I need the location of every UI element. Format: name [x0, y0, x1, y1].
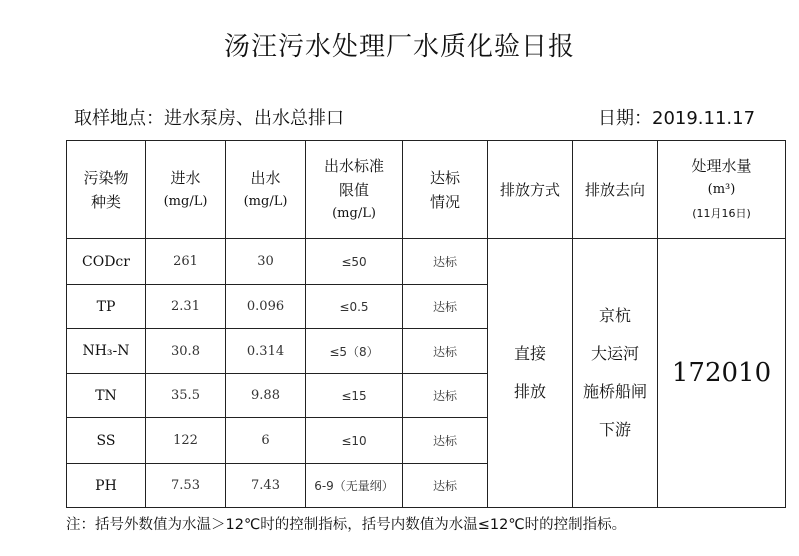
sampling-location: 取样地点：进水泵房、出水总排口: [74, 108, 344, 129]
effluent-cell: 6: [226, 418, 306, 464]
header-limit: 出水标准 限值 (mg/L): [306, 141, 403, 239]
limit-cell: ≤5（8）: [306, 329, 403, 374]
footnote: 注：括号外数值为水温＞12℃时的控制指标，括号内数值为水温≤12℃时的控制指标。: [66, 517, 627, 533]
influent-cell: 7.53: [146, 464, 226, 508]
influent-cell: 35.5: [146, 374, 226, 418]
pollutant-cell: TN: [67, 374, 146, 418]
header-influent: 进水 (mg/L): [146, 141, 226, 239]
header-discharge-method: 排放方式: [488, 141, 573, 239]
status-cell: 达标: [403, 239, 488, 285]
table-row: [67, 239, 786, 285]
header-discharge-destination: 排放去向: [573, 141, 658, 239]
treated-volume-cell: 172010: [658, 239, 786, 508]
status-cell: 达标: [403, 464, 488, 508]
limit-cell: ≤15: [306, 374, 403, 418]
limit-cell: 6-9（无量纲）: [306, 464, 403, 508]
status-cell: 达标: [403, 418, 488, 464]
pollutant-cell: NH₃-N: [67, 329, 146, 374]
effluent-cell: 0.096: [226, 285, 306, 329]
pollutant-cell: SS: [67, 418, 146, 464]
influent-cell: 2.31: [146, 285, 226, 329]
discharge-method-cell: 直接 排放: [488, 239, 573, 508]
effluent-cell: 7.43: [226, 464, 306, 508]
pollutant-cell: PH: [67, 464, 146, 508]
header-compliance: 达标 情况: [403, 141, 488, 239]
limit-cell: ≤10: [306, 418, 403, 464]
discharge-destination-cell: 京杭 大运河 施桥船闸 下游: [573, 239, 658, 508]
header-row: [67, 141, 786, 239]
influent-cell: 261: [146, 239, 226, 285]
pollutant-cell: CODcr: [67, 239, 146, 285]
header-effluent: 出水 (mg/L): [226, 141, 306, 239]
report-title: 汤汪污水处理厂水质化验日报: [223, 32, 575, 62]
status-cell: 达标: [403, 329, 488, 374]
effluent-cell: 30: [226, 239, 306, 285]
status-cell: 达标: [403, 285, 488, 329]
influent-cell: 30.8: [146, 329, 226, 374]
report-date: 日期：2019.11.17: [598, 108, 756, 129]
water-quality-table: [66, 140, 786, 508]
header-volume: 处理水量 (m³) (11月16日): [658, 141, 786, 239]
effluent-cell: 0.314: [226, 329, 306, 374]
status-cell: 达标: [403, 374, 488, 418]
limit-cell: ≤50: [306, 239, 403, 285]
pollutant-cell: TP: [67, 285, 146, 329]
limit-cell: ≤0.5: [306, 285, 403, 329]
influent-cell: 122: [146, 418, 226, 464]
effluent-cell: 9.88: [226, 374, 306, 418]
header-pollutant: 污染物 种类: [67, 141, 146, 239]
